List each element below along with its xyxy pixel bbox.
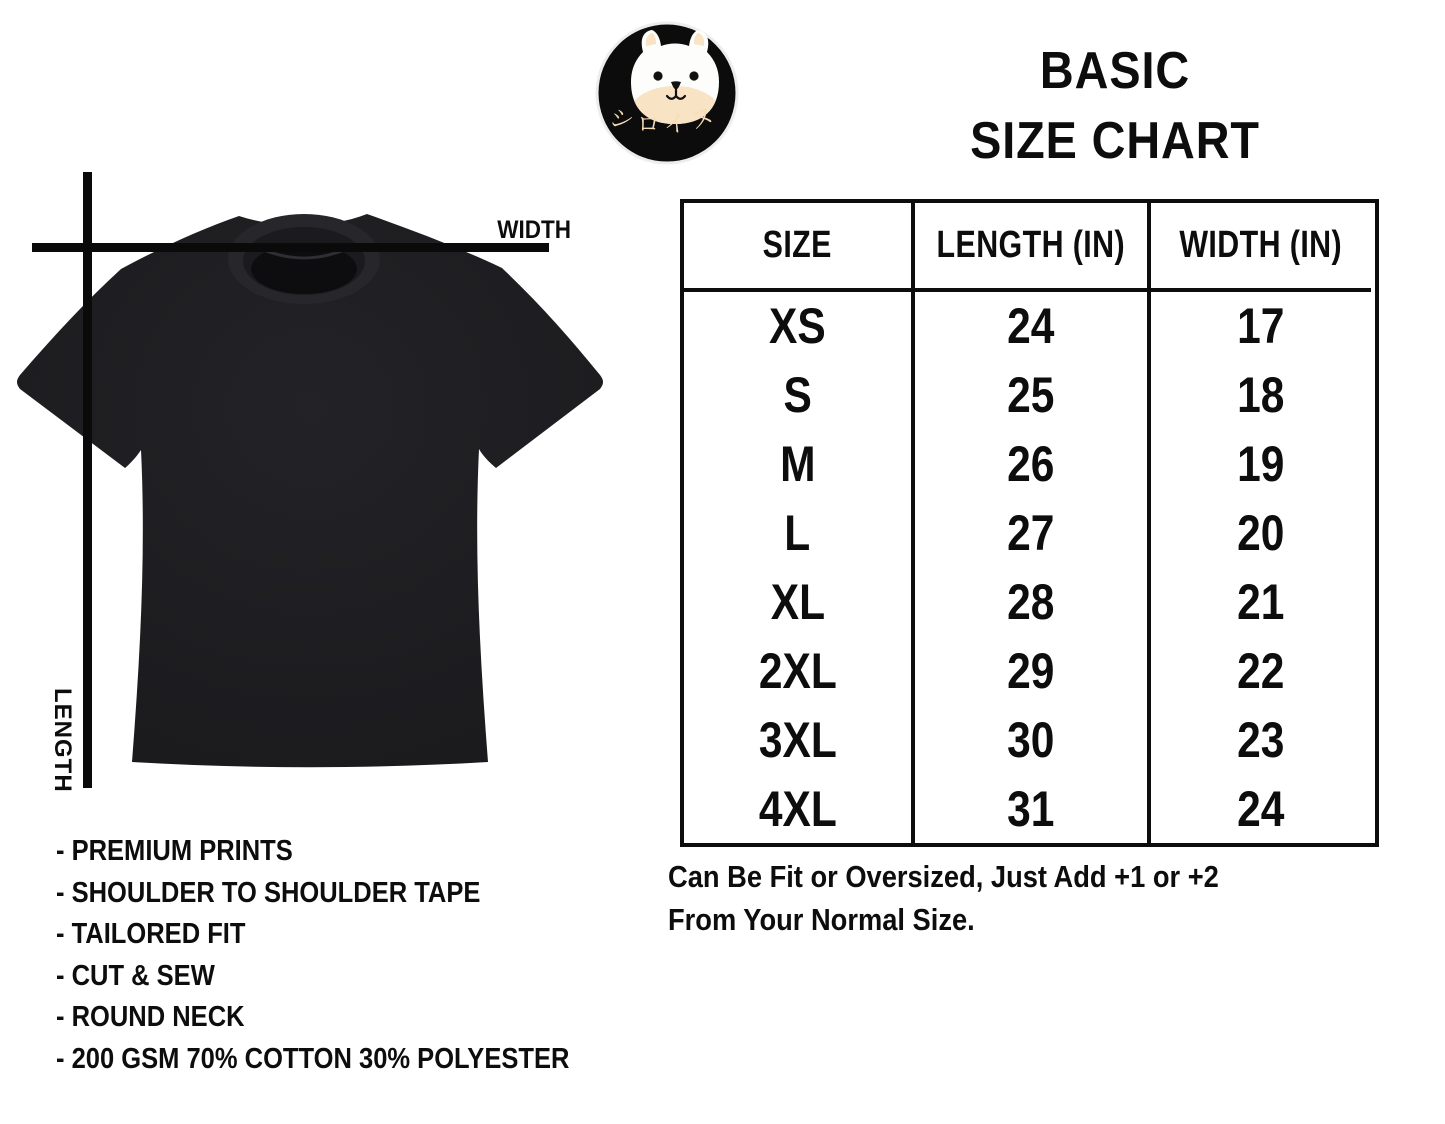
page-title-line1: BASIC	[1039, 42, 1191, 100]
size-cell: 3XL	[758, 711, 837, 768]
length-label: LENGTH	[49, 688, 76, 793]
width-cell: 18	[1237, 367, 1285, 424]
length-cell: 25	[1007, 367, 1055, 424]
table-column-width	[1147, 203, 1371, 843]
table-column-size	[684, 203, 911, 843]
feature-item: - SHOULDER TO SHOULDER TAPE	[56, 876, 481, 909]
page-title-line2: SIZE CHART	[970, 112, 1260, 170]
feature-item: - CUT & SEW	[56, 959, 215, 992]
length-cell: 24	[1007, 298, 1055, 355]
feature-item: - ROUND NECK	[56, 1001, 245, 1033]
table-column-length	[911, 203, 1147, 843]
logo-japanese-text: シロイヌ	[606, 99, 723, 140]
size-cell: XS	[769, 298, 826, 355]
size-cell: S	[783, 367, 812, 424]
table-header-width: WIDTH (IN)	[1151, 203, 1371, 292]
width-cell: 21	[1237, 573, 1285, 630]
width-cell: 23	[1237, 711, 1285, 768]
width-cell: 22	[1237, 642, 1285, 699]
brand-logo	[594, 20, 740, 166]
tshirt-image	[8, 198, 618, 778]
feature-item: - 200 GSM 70% COTTON 30% POLYESTER	[56, 1042, 570, 1075]
width-cell: 19	[1237, 436, 1285, 493]
length-cell: 31	[1007, 780, 1055, 837]
width-label: WIDTH	[497, 216, 571, 244]
table-header-length: LENGTH (IN)	[915, 203, 1147, 292]
size-cell: 2XL	[758, 642, 837, 699]
feature-list	[56, 831, 602, 1080]
length-cell: 26	[1007, 436, 1055, 493]
width-cell: 17	[1237, 298, 1285, 355]
fit-note	[668, 855, 1284, 941]
page-title	[935, 36, 1295, 176]
fit-note-line1: Can Be Fit or Oversized, Just Add +1 or +2	[668, 859, 1219, 894]
feature-item: - TAILORED FIT	[56, 918, 246, 950]
length-cell: 28	[1007, 573, 1055, 630]
length-cell: 29	[1007, 642, 1055, 699]
width-cell: 20	[1237, 505, 1285, 562]
size-cell: M	[779, 436, 816, 493]
size-cell: XL	[770, 573, 825, 630]
length-cell: 30	[1007, 711, 1055, 768]
length-measure-line	[83, 172, 92, 788]
width-cell: 24	[1237, 780, 1285, 837]
fit-note-line2: From Your Normal Size.	[668, 902, 975, 937]
size-chart-table	[680, 199, 1379, 847]
feature-item: - PREMIUM PRINTS	[56, 835, 293, 867]
table-header-size: SIZE	[684, 203, 911, 292]
length-cell: 27	[1007, 505, 1055, 562]
size-cell: L	[784, 505, 811, 562]
size-cell: 4XL	[758, 780, 837, 837]
